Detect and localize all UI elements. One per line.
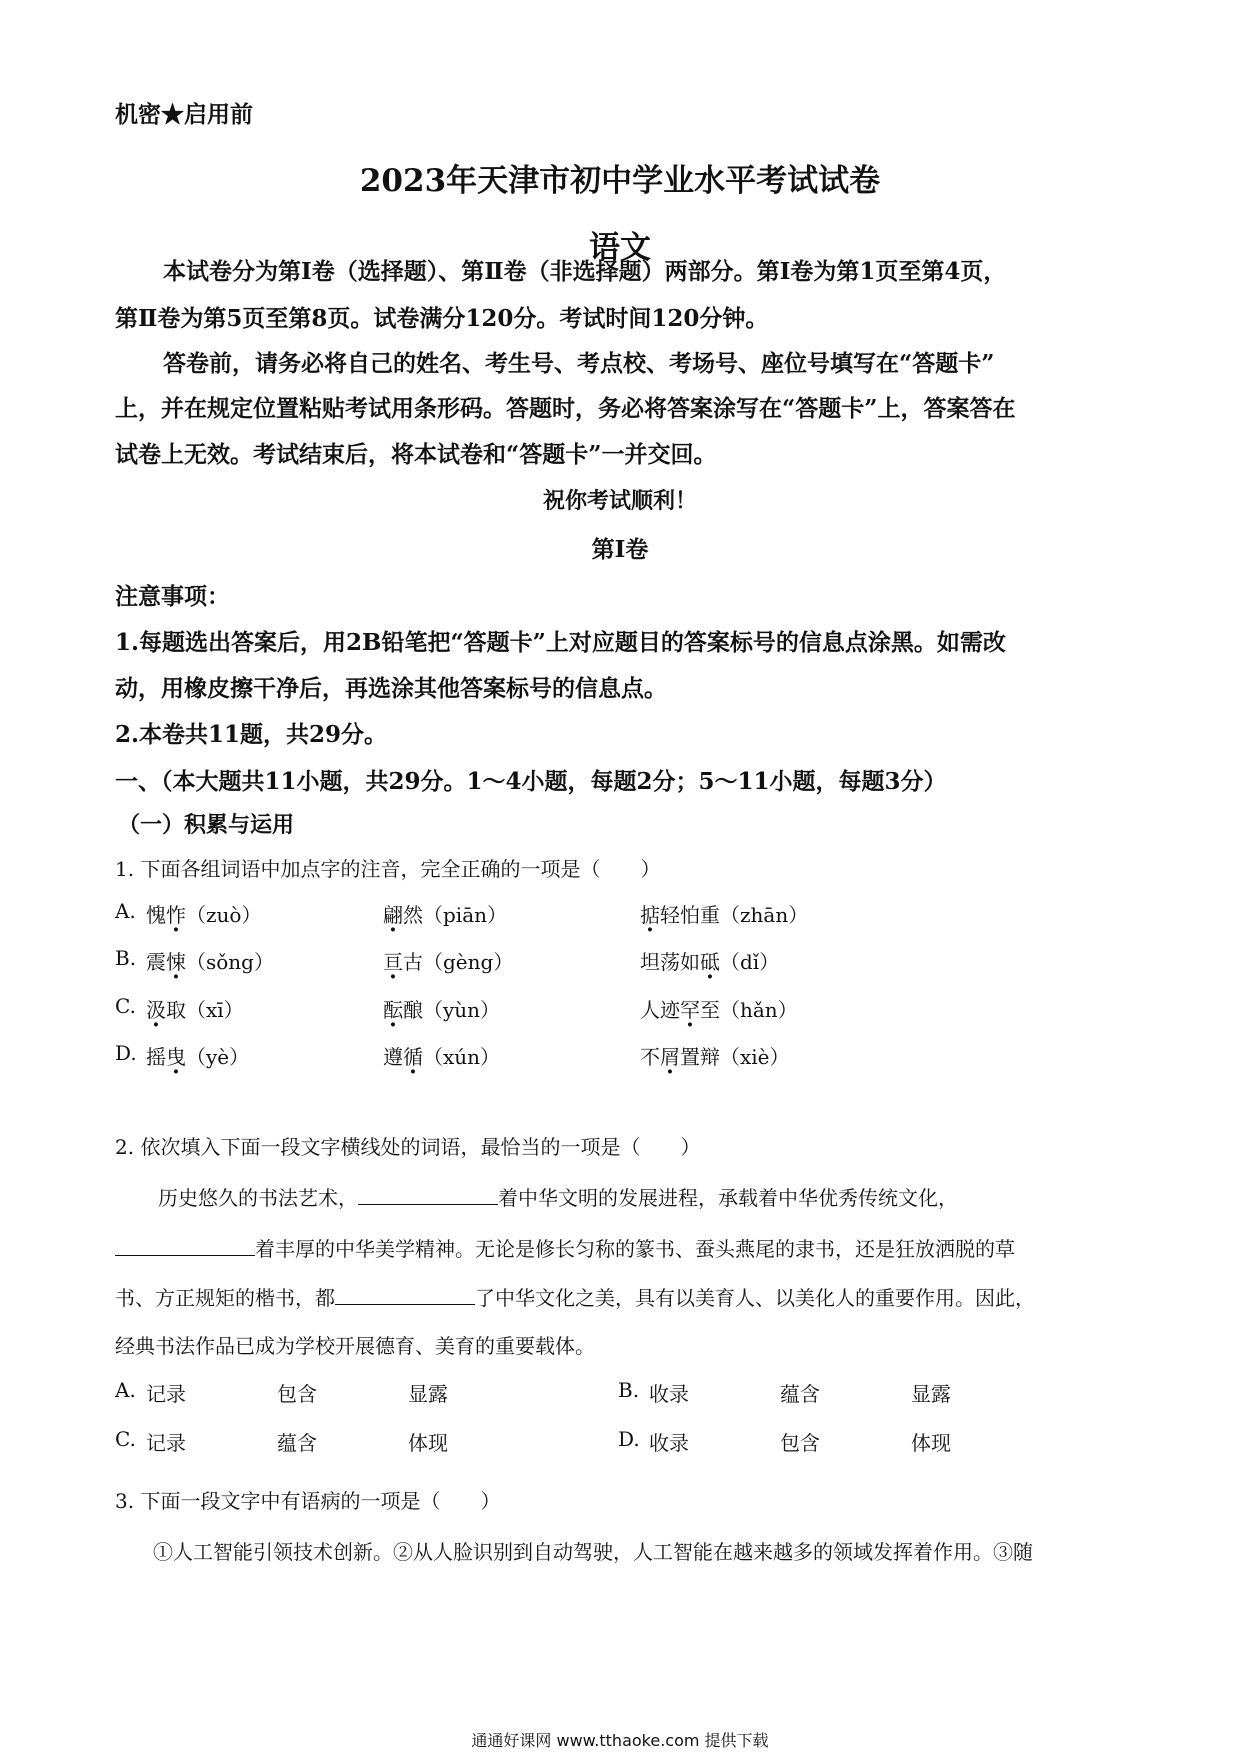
question-3-stem: 3. 下面一段文字中有语病的一项是（ ） <box>115 1489 501 1513</box>
subject-title: 语文 <box>589 230 651 266</box>
pinyin: （xún） <box>423 1045 501 1069</box>
pinyin: （xiè） <box>720 1045 790 1069</box>
word-text: 坦荡如 <box>640 950 700 974</box>
option-word: 包含 <box>780 1431 820 1455</box>
intro-line-3: 答卷前，请务必将自己的姓名、考生号、考点校、考场号、座位号填写在“答题卡” <box>163 350 995 377</box>
option-letter: A. <box>115 1378 136 1402</box>
option-letter: C. <box>115 994 136 1018</box>
question-2-passage-line-3 <box>115 1282 1035 1311</box>
word-text: 遵 <box>383 1045 403 1069</box>
section-heading: 一、（本大题共11小题，共29分。1～4小题，每题2分；5～11小题，每题3分） <box>115 768 947 795</box>
question-2-passage-line-1 <box>158 1182 958 1211</box>
dotted-character: 罕 <box>680 998 700 1022</box>
note-1-line-1: 1.每题选出答案后，用2B铅笔把“答题卡”上对应题目的答案标号的信息点涂黑。如需改 <box>115 629 1006 656</box>
word-text: 轻怕重 <box>660 903 720 927</box>
pinyin: （zhān） <box>720 903 809 927</box>
pinyin: （zuò） <box>186 903 262 927</box>
passage-text: 了中华文化之美，具有以美育人、以美化人的重要作用。因此， <box>475 1286 1035 1310</box>
passage-text: 着中华文明的发展进程，承载着中华优秀传统文化， <box>498 1186 958 1210</box>
option-word <box>640 899 808 928</box>
good-luck-text: 祝你考试顺利！ <box>542 488 697 514</box>
option-word: 显露 <box>911 1382 951 1406</box>
pinyin: （yè） <box>186 1045 250 1069</box>
pinyin: （sǒng） <box>186 950 274 974</box>
dotted-character: 亘 <box>383 950 403 974</box>
pinyin: （piān） <box>423 903 508 927</box>
pinyin: （gèng） <box>423 950 514 974</box>
option-word: 包含 <box>277 1382 317 1406</box>
word-text: 置辩 <box>680 1045 720 1069</box>
note-1-line-2: 动，用橡皮擦干净后，再选涂其他答案标号的信息点。 <box>115 675 667 702</box>
dotted-character: 曳 <box>166 1045 186 1069</box>
word-text: 摇 <box>146 1045 166 1069</box>
word-text: 然 <box>403 903 423 927</box>
question-1-stem: 1. 下面各组词语中加点字的注音，完全正确的一项是（ ） <box>115 857 661 881</box>
volume-heading: 第Ⅰ卷 <box>591 536 649 563</box>
option-letter: A. <box>115 899 136 923</box>
word-text: 震 <box>146 950 166 974</box>
dotted-character: 汲 <box>146 998 166 1022</box>
intro-line-1: 本试卷分为第Ⅰ卷（选择题）、第Ⅱ卷（非选择题）两部分。第Ⅰ卷为第1页至第4页， <box>163 258 1007 285</box>
option-word <box>640 946 779 975</box>
passage-text: 着丰厚的中华美学精神。无论是修长匀称的篆书、蚕头燕尾的隶书，还是狂放洒脱的草 <box>255 1237 1015 1261</box>
option-word <box>640 1041 790 1070</box>
dotted-character: 怍 <box>166 903 186 927</box>
dotted-character: 酝 <box>383 998 403 1022</box>
option-word <box>146 899 261 928</box>
option-word: 收录 <box>649 1382 689 1406</box>
option-letter: B. <box>115 946 137 970</box>
option-word: 体现 <box>911 1431 951 1455</box>
word-text: 取 <box>166 998 186 1022</box>
passage-text: 书、方正规矩的楷书，都 <box>115 1286 335 1310</box>
word-text: 古 <box>403 950 423 974</box>
note-2: 2.本卷共11题，共29分。 <box>115 721 388 748</box>
option-word <box>383 1041 500 1070</box>
word-text: 至 <box>700 998 720 1022</box>
option-word: 记录 <box>146 1382 186 1406</box>
option-word <box>640 994 798 1023</box>
pinyin: （hǎn） <box>720 998 798 1022</box>
option-word: 显露 <box>408 1382 448 1406</box>
fill-blank-2 <box>115 1235 255 1256</box>
dotted-character: 砥 <box>700 950 720 974</box>
word-text: 愧 <box>146 903 166 927</box>
pinyin: （dǐ） <box>720 950 780 974</box>
option-letter: B. <box>618 1378 640 1402</box>
option-word <box>146 946 274 975</box>
fill-blank-3 <box>335 1284 475 1305</box>
intro-line-5: 试卷上无效。考试结束后，将本试卷和“答题卡”一并交回。 <box>115 441 717 468</box>
word-text: 不 <box>640 1045 660 1069</box>
option-word <box>383 994 500 1023</box>
option-letter: C. <box>115 1427 136 1451</box>
question-2-stem: 2. 依次填入下面一段文字横线处的词语，最恰当的一项是（ ） <box>115 1135 701 1159</box>
option-word <box>146 1041 249 1070</box>
pinyin: （yùn） <box>423 998 501 1022</box>
option-word: 记录 <box>146 1431 186 1455</box>
option-word: 体现 <box>408 1431 448 1455</box>
subsection-heading: （一）积累与运用 <box>118 812 295 838</box>
fill-blank-1 <box>358 1184 498 1205</box>
question-3-passage-line-1: ①人工智能引领技术创新。②从人脸识别到自动驾驶，人工智能在越来越多的领域发挥着作用。③随 <box>153 1540 1033 1564</box>
option-word <box>146 994 244 1023</box>
question-2-passage-line-2 <box>115 1233 1015 1262</box>
page-footer: 通通好课网 www.tthaoke.com 提供下载 <box>471 1731 769 1750</box>
option-word <box>383 946 513 975</box>
confidential-label: 机密★启用前 <box>115 101 253 128</box>
option-letter: D. <box>115 1041 137 1065</box>
question-2-passage-line-4: 经典书法作品已成为学校开展德育、美育的重要载体。 <box>115 1334 595 1358</box>
passage-text: 历史悠久的书法艺术， <box>158 1186 358 1210</box>
word-text: 酿 <box>403 998 423 1022</box>
word-text: 人迹 <box>640 998 680 1022</box>
exam-title: 2023年天津市初中学业水平考试试卷 <box>359 163 881 199</box>
dotted-character: 屑 <box>660 1045 680 1069</box>
pinyin: （xī） <box>186 998 244 1022</box>
option-letter: D. <box>618 1427 640 1451</box>
intro-line-4: 上，并在规定位置粘贴考试用条形码。答题时，务必将答案涂写在“答题卡”上，答案答在 <box>115 395 1016 422</box>
dotted-character: 翩 <box>383 903 403 927</box>
dotted-character: 悚 <box>166 950 186 974</box>
option-word: 蕴含 <box>780 1382 820 1406</box>
dotted-character: 掂 <box>640 903 660 927</box>
option-word: 蕴含 <box>277 1431 317 1455</box>
dotted-character: 循 <box>403 1045 423 1069</box>
intro-line-2: 第Ⅱ卷为第5页至第8页。试卷满分120分。考试时间120分钟。 <box>115 305 769 332</box>
option-word: 收录 <box>649 1431 689 1455</box>
notes-heading: 注意事项： <box>115 583 230 610</box>
option-word <box>383 899 507 928</box>
